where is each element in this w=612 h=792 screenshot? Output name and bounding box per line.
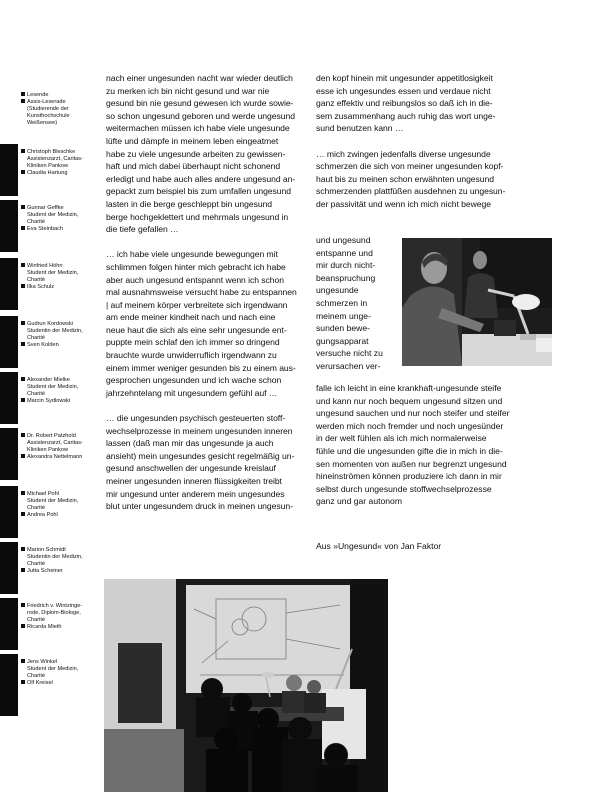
paragraph — [316, 148, 548, 211]
reading-photo — [402, 238, 552, 366]
credit-text: Studentin der Medizin, — [27, 328, 83, 335]
text-line: werden mich noch fremder und noch ungesünder — [316, 420, 504, 431]
text-line: in der welt fühlen als ich mich normalerweise — [316, 433, 487, 444]
text-line: neue haut die sich als eine sehr ungesunde ent- — [106, 324, 287, 335]
text-line: brauchte wurde unwiderruflich irgendwann zu — [106, 350, 277, 361]
paragraph — [316, 72, 548, 135]
credit-text: Student der Medizin, — [27, 498, 79, 505]
credit-name — [21, 377, 99, 384]
credit-text: Lesende — [27, 92, 49, 98]
credit-text: Sven Kolden — [27, 342, 59, 349]
paragraph — [316, 382, 548, 508]
credit-detail — [21, 277, 99, 284]
bullet-square-icon — [21, 92, 25, 96]
text-line: haft und mich dabei überhaupt nicht schonend — [106, 161, 281, 172]
credit-text: Charité — [27, 219, 46, 226]
text-line: schmerzen die sich von meiner ungesunden kopf- — [316, 161, 504, 172]
credit-text: rode, Diplom-Biologe, — [27, 610, 81, 617]
credit-detail — [21, 163, 99, 170]
bullet-square-icon — [21, 398, 25, 402]
paragraph — [106, 72, 306, 236]
credit-detail — [21, 270, 99, 277]
credit-text: Ricarda Mieth — [27, 624, 62, 631]
bullet-square-icon — [21, 568, 25, 572]
text-line: die tiefe gefallen … — [106, 224, 179, 235]
credit-group-1 — [21, 92, 99, 127]
credit-detail — [21, 113, 99, 120]
credit-text: Student der Medizin, — [27, 212, 79, 219]
credit-name — [21, 680, 99, 687]
credit-text: Michael Pohl — [27, 491, 60, 497]
bullet-square-icon — [21, 603, 25, 607]
credit-detail — [21, 666, 99, 673]
bullet-square-icon — [21, 624, 25, 628]
wrapped-text — [316, 234, 402, 373]
sidebar-tab-11 — [0, 654, 18, 716]
text-line: versuche nicht zu — [316, 348, 383, 359]
credit-group-10 — [21, 603, 99, 631]
credit-name — [21, 149, 99, 156]
sidebar-tab-5 — [0, 316, 18, 368]
credit-text: Marion Schmidt — [27, 547, 66, 553]
credit-text: Studentin der Medizin, — [27, 554, 83, 561]
text-line: sem zusammenhang auch ruhig das wort unge- — [316, 110, 496, 121]
credit-name — [21, 512, 99, 519]
credit-name — [21, 659, 99, 666]
text-line: jahrzehntelang mit ungesundem gefühl auf … — [106, 387, 278, 398]
source-credit: Aus »Ungesund« von Jan Faktor — [316, 541, 442, 551]
credit-text: (Studierende der — [27, 106, 69, 113]
text-line: sunden bewe- — [316, 323, 370, 334]
credit-group-2 — [21, 149, 99, 177]
credit-text: Marcin Sydlowski — [27, 398, 71, 405]
credit-detail — [21, 561, 99, 568]
credit-group-8 — [21, 491, 99, 519]
bullet-square-icon — [21, 149, 25, 153]
credit-text: Kunsthochschule — [27, 113, 70, 120]
text-line: fühle und die ungesunden gifte die in mich in die- — [316, 445, 503, 456]
text-line: gepackt zum beispiel bis zum umfallen ungesund — [106, 186, 291, 197]
credit-text: Alexander Mielke — [27, 377, 70, 383]
credit-name — [21, 342, 99, 349]
text-line: ganz und gar autonom — [316, 496, 403, 507]
text-line: ungesund sauchen und nur noch steifer und steifer — [316, 408, 510, 419]
credit-name — [21, 568, 99, 575]
credit-text: Jutta Scheiner — [27, 568, 63, 575]
credit-name — [21, 92, 99, 99]
credit-detail — [21, 617, 99, 624]
sidebar-tab-9 — [0, 542, 18, 594]
text-column-1 — [106, 72, 306, 525]
text-line: weitermachen müssen ich habe viele ungesunde — [106, 123, 290, 134]
credit-detail — [21, 120, 99, 127]
text-line: am ende meiner kindheit nach und nach eine — [106, 312, 276, 323]
credit-name — [21, 170, 99, 177]
credit-name — [21, 205, 99, 212]
credit-text: Friedrich v. Wintzinge- — [27, 603, 83, 609]
text-line: selbst durch ungesunde stoffwechselprozesse — [316, 483, 492, 494]
sidebar-tab-2 — [0, 144, 18, 196]
sidebar-tab-10 — [0, 598, 18, 650]
credit-text: Charité — [27, 391, 46, 398]
text-line: lüfte und dämpfe in meinem leben eingeatmet — [106, 135, 279, 146]
credit-text: Kliniken Pankow — [27, 163, 69, 170]
text-line: ungesunde — [316, 285, 359, 296]
credit-detail — [21, 106, 99, 113]
text-line: lasten in die berge geschleppt bin ungesund — [106, 198, 273, 209]
credit-name — [21, 321, 99, 328]
text-line: ganz effektiv und reibungslos so daß ich in die- — [316, 98, 493, 109]
text-line: hineinströmen können produziere ich dann in mir — [316, 471, 502, 482]
bullet-square-icon — [21, 342, 25, 346]
text-line: berge hochgeklettert und mehrmals ungesund in — [106, 211, 289, 222]
text-line: gesund bin nie gesund gewesen ich wurde sowie- — [106, 98, 294, 109]
credit-detail — [21, 440, 99, 447]
credit-text: Assis-Leserade — [27, 99, 66, 106]
credit-text: Student der Medizin, — [27, 666, 79, 673]
text-line: falle ich leicht in eine krankhaft-ungesunde steife — [316, 383, 502, 393]
bullet-square-icon — [21, 205, 25, 209]
text-line: … ich habe viele ungesunde bewegungen mit — [106, 249, 278, 260]
credit-text: Andrea Pohl — [27, 512, 58, 519]
credit-group-11 — [21, 659, 99, 687]
text-line: meiner ungesunden inneren flüssigkeiten treibt — [106, 476, 282, 486]
bullet-square-icon — [21, 377, 25, 381]
sidebar-tab-7 — [0, 428, 18, 480]
credit-text: Student der Medizin, — [27, 384, 79, 391]
credit-name — [21, 263, 99, 270]
credit-text: Kliniken Pankow — [27, 447, 69, 454]
credit-detail — [21, 156, 99, 163]
paragraph — [106, 412, 306, 513]
credit-name — [21, 99, 99, 106]
credit-detail — [21, 335, 99, 342]
text-line: nach einer ungesunden nacht war wieder deutlich — [106, 73, 293, 83]
text-line: zu merken ich bin nicht gesund und war nie — [106, 85, 270, 96]
credit-group-3 — [21, 205, 99, 233]
credit-detail — [21, 505, 99, 512]
text-line: puppte mein schlaf den ich immer so dringend — [106, 337, 280, 348]
text-line: so schon ungesund geboren und werde ungesund — [106, 110, 295, 121]
credit-name — [21, 398, 99, 405]
credit-name — [21, 454, 99, 461]
sidebar-tab-8 — [0, 486, 18, 538]
credit-text: Charité — [27, 561, 46, 568]
bullet-square-icon — [21, 680, 25, 684]
credit-name — [21, 226, 99, 233]
credit-text: Charité — [27, 277, 46, 284]
credit-text: Claudia Hartung — [27, 170, 68, 177]
text-line: habe zu viele ungesunde arbeiten zu gewissen- — [106, 148, 286, 159]
credit-text: Dr. Robert Patzhold — [27, 433, 76, 439]
credit-text: Winfried Höhn — [27, 263, 63, 269]
credit-text: Charité — [27, 617, 46, 624]
text-line: verursachen ver- — [316, 360, 381, 371]
bullet-square-icon — [21, 454, 25, 458]
reading-photo-image — [402, 238, 552, 366]
text-line: schmerzen in — [316, 297, 368, 308]
text-line: und ungesund — [316, 235, 371, 245]
credit-text: Jens Winkel — [27, 659, 58, 665]
credit-name — [21, 547, 99, 554]
credit-detail — [21, 391, 99, 398]
credit-name — [21, 603, 99, 610]
text-line: … mich zwingen jedenfalls diverse ungesunde — [316, 148, 491, 159]
text-line: beanspruchung — [316, 272, 376, 283]
bullet-square-icon — [21, 659, 25, 663]
text-line: einem immer weniger gesunden bis zu einem aus- — [106, 362, 296, 373]
credit-text: Christoph Bleschke — [27, 149, 76, 155]
text-line: haut bis zu meinen schon erwähnten ungesund — [316, 173, 494, 184]
bullet-square-icon — [21, 170, 25, 174]
credit-text: Charité — [27, 335, 46, 342]
text-line: erledigt und habe auch alles andere ungesund an- — [106, 173, 296, 184]
text-column-2 — [316, 72, 548, 223]
text-line: | auf meinem körper verbreitete sich irgendwann — [106, 299, 288, 310]
text-line: … die ungesunden psychisch gesteuerten stoff- — [106, 413, 286, 424]
credit-detail — [21, 328, 99, 335]
paragraph — [106, 248, 306, 399]
credit-name — [21, 491, 99, 498]
credit-text: Eva Steinbach — [27, 226, 64, 233]
sidebar-tab-3 — [0, 200, 18, 252]
credit-text: Alexandra Nettelmann — [27, 454, 83, 461]
text-line: lassen (daß man mir das ungesunde ja auch — [106, 438, 274, 449]
credit-group-5 — [21, 321, 99, 349]
credit-detail — [21, 498, 99, 505]
bullet-square-icon — [21, 284, 25, 288]
sidebar-tab-6 — [0, 372, 18, 424]
text-line: gesund anschwellen der ungesunde kreislauf — [106, 463, 276, 474]
credit-text: Assistenzarzt, Caritas- — [27, 440, 83, 447]
bullet-square-icon — [21, 99, 25, 103]
bullet-square-icon — [21, 491, 25, 495]
bullet-square-icon — [21, 226, 25, 230]
credit-detail — [21, 384, 99, 391]
credit-text: Weißensee) — [27, 120, 58, 127]
credit-group-7 — [21, 433, 99, 461]
credit-text: Student der Medizin, — [27, 270, 79, 277]
credit-detail — [21, 554, 99, 561]
event-photo-image — [104, 579, 388, 792]
text-line: sund benutzen kann … — [316, 123, 404, 134]
bullet-square-icon — [21, 433, 25, 437]
credit-text: Gunnar Geffke — [27, 205, 64, 211]
sidebar-tab-4 — [0, 258, 18, 310]
credit-text: Charité — [27, 673, 46, 680]
credit-text: Ilka Schulz — [27, 284, 55, 291]
text-line: gungsapparat — [316, 335, 369, 346]
text-line: mir ungesund unter anderem mein ungesundes — [106, 488, 285, 499]
credit-name — [21, 433, 99, 440]
credit-detail — [21, 673, 99, 680]
credit-name — [21, 284, 99, 291]
credit-detail — [21, 610, 99, 617]
credit-detail — [21, 447, 99, 454]
bullet-square-icon — [21, 263, 25, 267]
text-line: meinem unge- — [316, 310, 371, 321]
credit-detail — [21, 219, 99, 226]
text-line: blut unter ungesundem druck in meinen ungesun- — [106, 501, 293, 512]
credit-group-6 — [21, 377, 99, 405]
credit-text: Assistenzarzt, Caritas- — [27, 156, 83, 163]
text-line: esse ich ungesundes essen und verdaue nicht — [316, 85, 491, 96]
text-line: gesprochen ungesunden und ich wache schon — [106, 375, 282, 386]
text-line: der passivität und wenn ich mich nicht bewege — [316, 198, 491, 209]
credit-text: Gudrun Kordowski — [27, 321, 74, 327]
bullet-square-icon — [21, 512, 25, 516]
text-line: mir durch nicht- — [316, 260, 376, 271]
credit-text: Charité — [27, 505, 46, 512]
text-line: sen momenten von außen nur begrenzt ungesund — [316, 458, 507, 469]
event-photo — [104, 579, 388, 792]
credit-detail — [21, 212, 99, 219]
credit-group-4 — [21, 263, 99, 291]
bullet-square-icon — [21, 321, 25, 325]
text-line: schmerzenden plattfüßen ausdehnen zu ungesun- — [316, 186, 506, 197]
text-line: entspanne und — [316, 247, 373, 258]
credit-name — [21, 624, 99, 631]
text-line: wechselprozesse in meinem ungesunden inneren — [106, 425, 293, 436]
credit-text: Olf Kreisel — [27, 680, 53, 687]
text-line: schlimmen folgen hinter mich gebracht ich habe — [106, 261, 286, 272]
text-line: mal ausnahmsweise versucht habe zu entspannen — [106, 287, 297, 298]
text-line: den kopf hinein mit ungesunder appetitlosigkeit — [316, 73, 493, 83]
bullet-square-icon — [21, 547, 25, 551]
text-line: ansieht) mein ungesundes gesicht regelmäßig un- — [106, 450, 295, 461]
text-line: aber auch ungesund entspannt wenn ich schon — [106, 274, 284, 285]
credit-group-9 — [21, 547, 99, 575]
text-line: und kann nur noch bequem ungesund sitzen und — [316, 395, 503, 406]
